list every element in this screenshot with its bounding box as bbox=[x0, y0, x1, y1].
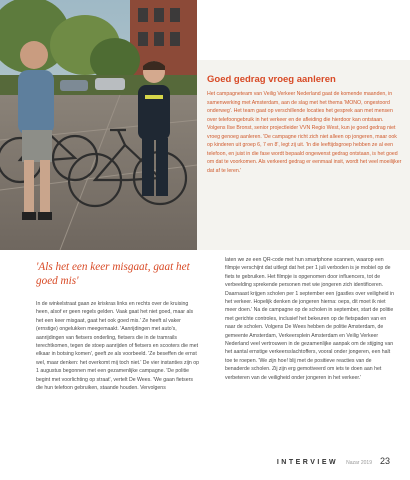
article-column-right: laten we ze een QR-code met hun smartphone scannen, waarop een filmpje verschijnt dat uitlegt dat het per 1 juli verboden is je mobiel op de fiets te gebruiken. Het filmpje is opgenomen door influencers, tot de verbeelding sprekende personen met wie jongeren zich identificeren. Daarnaast krijgen scholen per 1 september een (gastles over veiligheid in het verkeer. Hopelijk denken de jongeren hierna: oeps, dit moet ik niet meer doen.' Na de campagne op de scholen in september, start de politie met gerichte controles, inclusief het bekeuren op de fietspaden van en naar de scholen. Volgens De Wees hebben de politie Amsterdam, de gemeente Amsterdam, Verkeersplein Amsterdam en Veilig Verkeer Nederland veel vertrouwen in de gezamenlijke aanpak om de stijging van het aantal ernstige verkeersslachtoffers, vooral onder jongeren, een halt toe te roepen. 'We zijn hoe! blij met de positieve reacties van de benaderde scholen. Zij zijn erg gemotiveerd om iets te doen aan het verbeteren van de veiligheid onder jongeren in het verkeer.' bbox=[225, 257, 394, 381]
street-scene-photo bbox=[0, 0, 197, 250]
info-box-text: Het campagneteam van Veilig Verkeer Nederland gaat de komende maanden, in samenwerking met Amsterdam, aan de slag met het thema 'MONO, ongestoord onderweg'. Het team gaat op verschillende locaties het gesprek aan met mensen over telefoongebruik in het verkeer en de afleiding die hierdoor kan ontstaan. Volgens Ilse Bronst, senior projectleider VVN Regio West, kun je goed gedrag niet vroeg genoeg aanleren. 'De campagne richt zich niet alleen op jongeren, maar ook op kinderen uit groep 6, 7 en 8', legt zij uit. 'In die leeftijdsgroep hebben ze al een telefoon, en juist in die fase wordt bepaald ongewenst gedrag ontstaan, is het goed om dat te voorkomen. Als verkeerd gedrag er eenmaal insit, wordt het veel moeilijker dat af te leren.' bbox=[207, 91, 402, 174]
article-photo bbox=[0, 0, 197, 250]
footer-section-label: INTERVIEW bbox=[276, 459, 339, 466]
pull-quote: 'Als het een keer misgaat, gaat het goed mis' bbox=[36, 261, 190, 287]
page-footer bbox=[277, 456, 390, 466]
footer-issue-label: Nazar 2019 bbox=[346, 460, 372, 466]
article-column-left: In de winkelstraat gaan ze kriskras links en rechts over de kruising heen, alsof er geen regels gelden. Vaak gaat het niet goed, maar als het een keer misgaat, gaat het ook goed mis.' Ze heeft al vaker (ernstige) ongelukken meegemaakt. 'Aanrijdingen met auto's, aanrijdingen van fietsers onderling, fietsers die in de tramrails terechtkomen, tegen de stoep aanrijden of fietsers en scooters die met elkaar in botsing komen', geeft ze als voorbeeld. 'Ze beseffen de ernst wel, maar denken: het overkomt mij toch niet.' De vier instanties zijn op 1 augustus begonnen met een gezamenlijke campagne. 'De politie begint met voorlichting op straat', vertelt De Wees. 'We gaan fietsers die hun telefoon gebruiken, staande houden. Vervolgens bbox=[36, 301, 200, 392]
page-number: 23 bbox=[379, 456, 390, 466]
info-box-title: Goed gedrag vroeg aanleren bbox=[207, 74, 336, 85]
info-box bbox=[197, 60, 410, 250]
